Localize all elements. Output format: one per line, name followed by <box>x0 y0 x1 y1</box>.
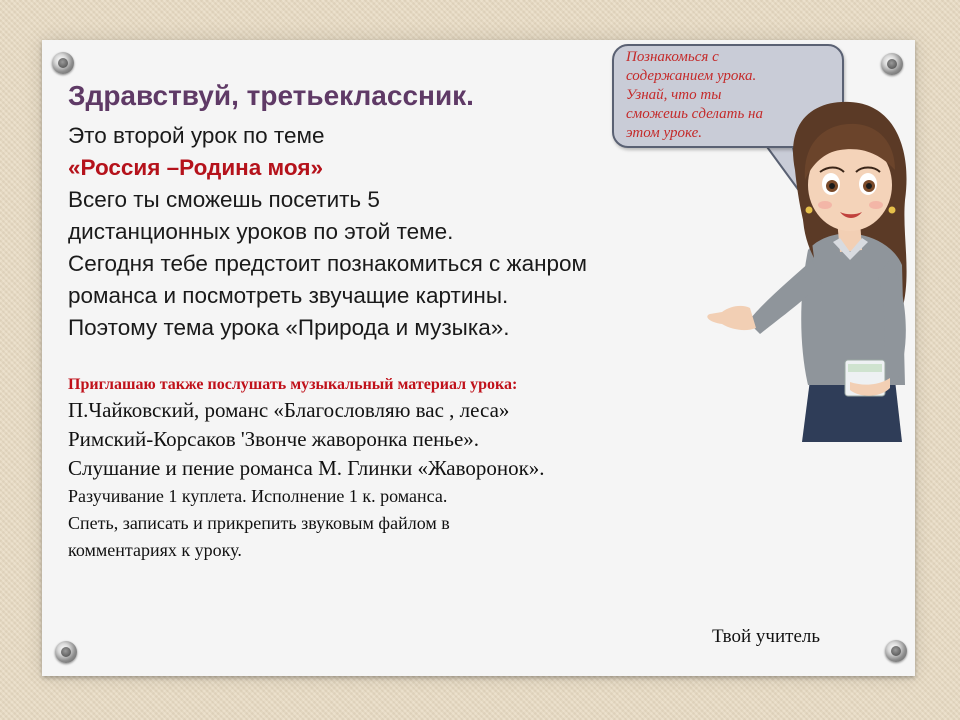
teacher-illustration <box>690 60 930 450</box>
bubble-line: сможешь сделать на <box>626 106 763 122</box>
teacher-signature: Твой учитель <box>712 626 821 647</box>
intro-line: дистанционных уроков по этой теме. <box>68 219 454 244</box>
music-work-item: Римский-Корсаков 'Звонче жаворонка пенье». <box>68 427 480 451</box>
task-line: Спеть, записать и прикрепить звуковым файлом в <box>68 513 450 533</box>
intro-line: Это второй урок по теме <box>68 123 325 148</box>
greeting-heading: Здравствуй, третьеклассник. <box>68 80 474 111</box>
bubble-line: содержанием урока. <box>626 68 757 84</box>
music-work-item: Слушание и пение романса М. Глинки «Жаворонок». <box>68 456 545 480</box>
invite-heading: Приглашаю также послушать музыкальный материал урока: <box>68 376 518 393</box>
bubble-line: Узнай, что ты <box>626 87 722 103</box>
intro-line: Всего ты сможешь посетить 5 <box>68 187 380 212</box>
intro-line: романса и посмотреть звучащие картины. <box>68 283 509 308</box>
task-line: комментариях к уроку. <box>68 540 242 560</box>
bubble-line: Познакомься с <box>626 49 719 65</box>
bubble-line: этом уроке. <box>626 125 703 141</box>
lesson-topic: «Россия –Родина моя» <box>68 155 323 180</box>
intro-line: Поэтому тема урока «Природа и музыка». <box>68 315 510 340</box>
music-work-item: П.Чайковский, романс «Благословляю вас , леса» <box>68 398 510 422</box>
task-line: Разучивание 1 куплета. Исполнение 1 к. романса. <box>68 486 448 506</box>
intro-line: Сегодня тебе предстоит познакомиться с жанром <box>68 251 588 276</box>
